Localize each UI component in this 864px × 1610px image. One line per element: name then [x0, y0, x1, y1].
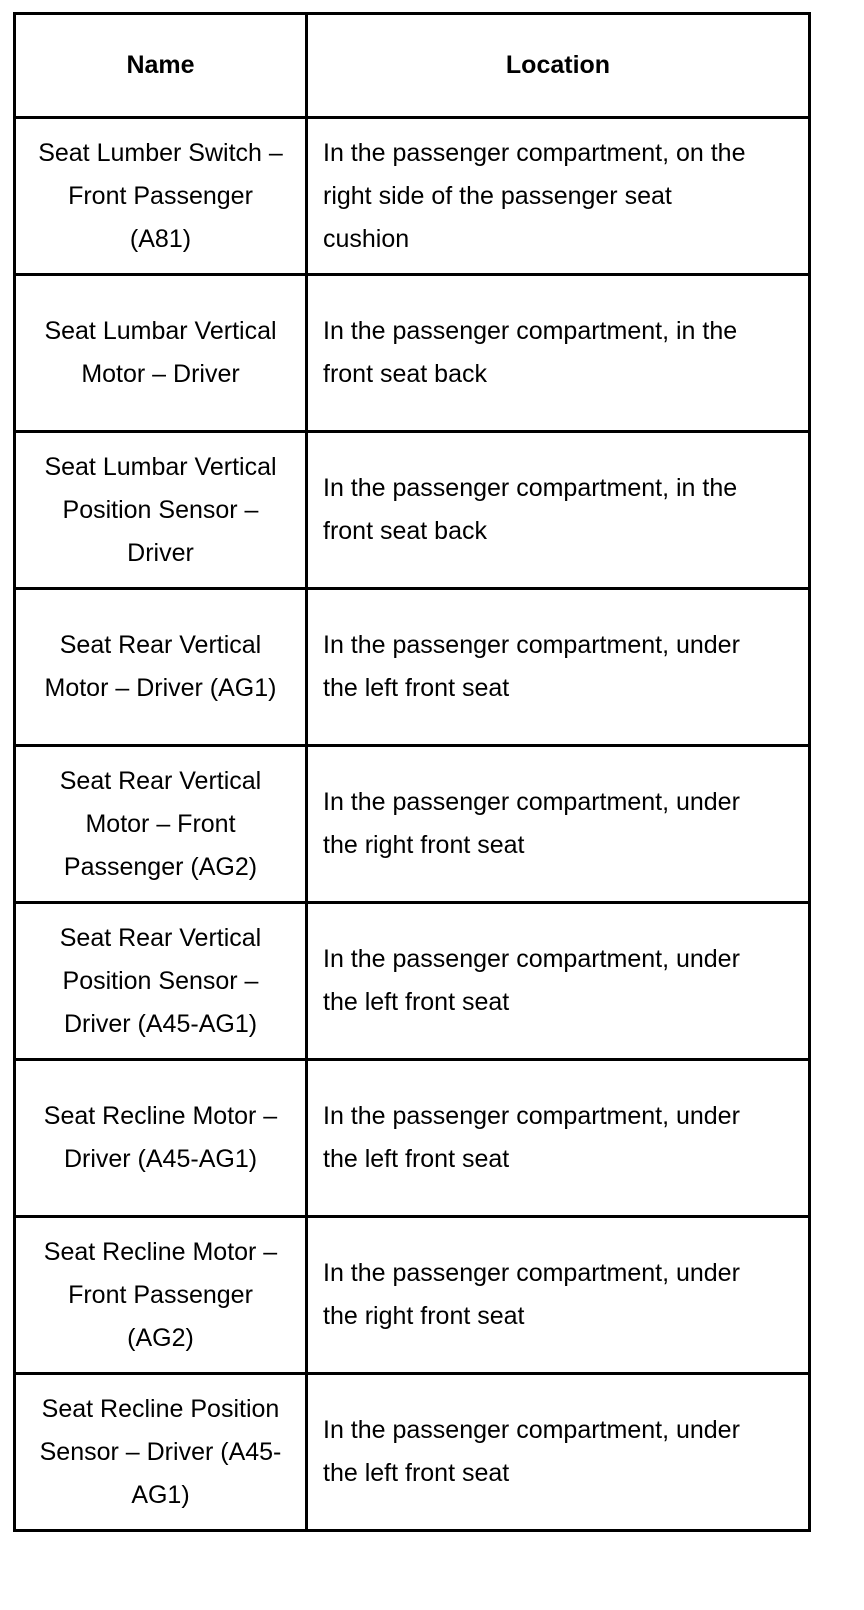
component-name: Seat Recline Motor – Front Passenger (AG2) [15, 1217, 307, 1374]
component-name: Seat Recline Position Sensor – Driver (A45-AG1) [15, 1374, 307, 1531]
table-row [15, 275, 810, 432]
component-name: Seat Rear Vertical Motor – Front Passenger (AG2) [15, 746, 307, 903]
component-location: In the passenger compartment, in the front seat back [307, 432, 810, 589]
component-name: Seat Rear Vertical Motor – Driver (AG1) [15, 589, 307, 746]
table-row [15, 118, 810, 275]
component-location: In the passenger compartment, in the front seat back [307, 275, 810, 432]
table-row [15, 746, 810, 903]
table-row [15, 589, 810, 746]
component-name: Seat Recline Motor – Driver (A45-AG1) [15, 1060, 307, 1217]
component-location: In the passenger compartment, under the right front seat [307, 746, 810, 903]
component-location-table [13, 12, 811, 1532]
table-row [15, 432, 810, 589]
component-name: Seat Lumbar Vertical Position Sensor – Driver [15, 432, 307, 589]
component-name: Seat Lumbar Vertical Motor – Driver [15, 275, 307, 432]
component-location: In the passenger compartment, under the left front seat [307, 903, 810, 1060]
component-location: In the passenger compartment, under the left front seat [307, 589, 810, 746]
component-location: In the passenger compartment, on the right side of the passenger seat cushion [307, 118, 810, 275]
component-location: In the passenger compartment, under the left front seat [307, 1060, 810, 1217]
component-name: Seat Lumber Switch – Front Passenger (A81) [15, 118, 307, 275]
table-row [15, 1060, 810, 1217]
table-header-row [15, 14, 810, 118]
table-row [15, 1374, 810, 1531]
component-location: In the passenger compartment, under the right front seat [307, 1217, 810, 1374]
header-location: Location [307, 14, 810, 118]
table-row [15, 903, 810, 1060]
header-name: Name [15, 14, 307, 118]
component-location: In the passenger compartment, under the left front seat [307, 1374, 810, 1531]
component-name: Seat Rear Vertical Position Sensor – Driver (A45-AG1) [15, 903, 307, 1060]
table-row [15, 1217, 810, 1374]
